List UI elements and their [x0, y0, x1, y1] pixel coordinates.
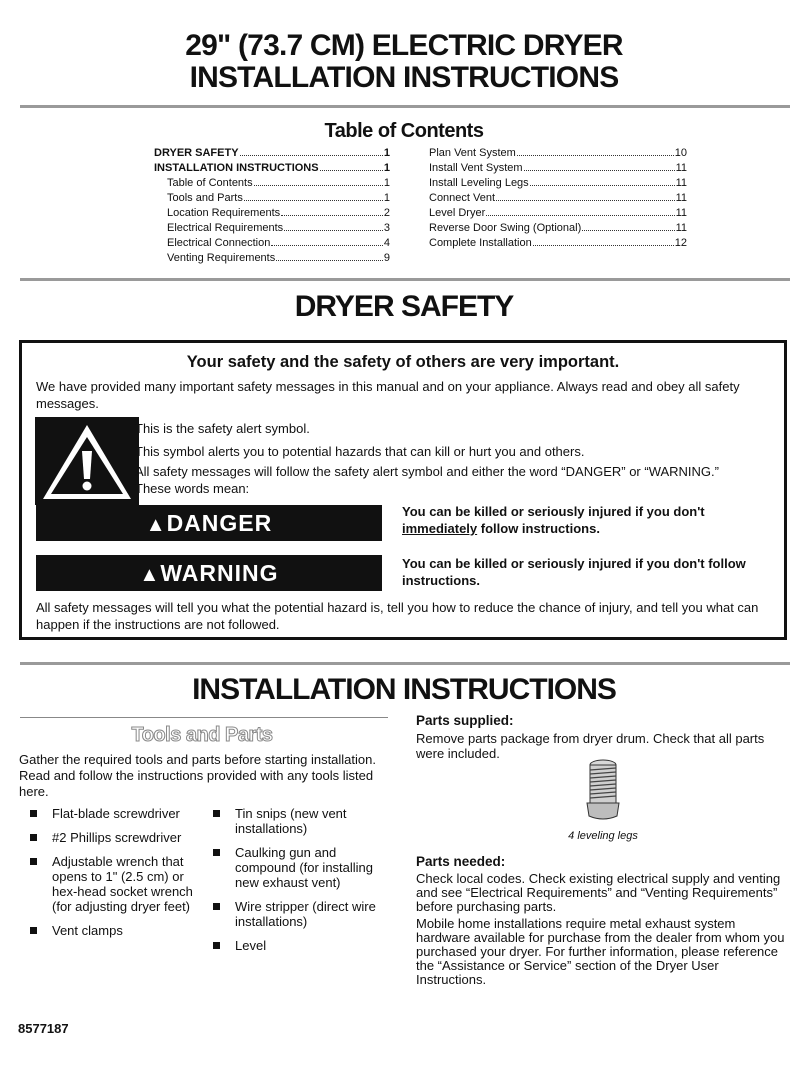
tools-and-parts-heading: Tools and Parts — [131, 724, 273, 746]
installation-heading: INSTALLATION INSTRUCTIONS — [192, 673, 616, 706]
list-item: Vent clamps — [30, 923, 202, 938]
list-item: Caulking gun and compound (for installing new exhaust vent) — [213, 845, 393, 890]
document-title-line1: 29" (73.7 CM) ELECTRIC DRYER — [185, 29, 623, 62]
divider — [20, 717, 388, 718]
dryer-safety-heading: DRYER SAFETY — [294, 290, 514, 323]
list-item: Adjustable wrench that opens to 1" (2.5 cm) or hex-head socket wrench (for adjusting dryer feet) — [30, 854, 202, 914]
divider — [20, 278, 790, 281]
toc-entry[interactable]: DRYER SAFETY 1 — [154, 147, 390, 159]
toc-entry[interactable]: Venting Requirements 9 — [167, 252, 390, 264]
safety-intro: We have provided many important safety messages in this manual and on your appliance. Always read and obey all safety messages. — [36, 379, 740, 411]
symbol-text-1: This is the safety alert symbol. — [135, 421, 310, 436]
divider — [20, 105, 790, 108]
toc-entry[interactable]: Connect Vent 11 — [429, 192, 687, 204]
safety-alert-symbol-icon — [35, 417, 139, 505]
toc-left-column — [154, 146, 390, 266]
warning-triangle-icon: ▲ — [145, 514, 167, 536]
toc-right-column — [429, 146, 687, 251]
part-number: 8577187 — [18, 1021, 69, 1036]
warning-text: You can be killed or seriously injured if you don't follow instructions. — [402, 556, 746, 588]
tools-intro: Gather the required tools and parts before starting installation. Read and follow the instructions provided with any tools listed here. — [19, 752, 376, 799]
leg-caption: 4 leveling legs — [568, 830, 638, 842]
symbol-text-3: All safety messages will follow the safety alert symbol and either the word “DANGER” or “WARNING.” These words mean: — [135, 464, 719, 496]
leveling-leg-icon — [583, 758, 623, 824]
toc-entry[interactable]: Reverse Door Swing (Optional) 11 — [429, 222, 687, 234]
list-item: Wire stripper (direct wire installations) — [213, 899, 393, 929]
parts-supplied-text: Remove parts package from dryer drum. Check that all parts were included. — [416, 731, 765, 761]
parts-needed-text-2: Mobile home installations require metal exhaust system hardware available for purchase from the dealer from whom you purchased your dryer. For further information, please reference the “Assistance or Service” section of the Dryer User Instructions. — [416, 916, 785, 987]
list-item: #2 Phillips screwdriver — [30, 830, 202, 845]
list-item: Level — [213, 938, 393, 953]
toc-entry[interactable]: Plan Vent System 10 — [429, 147, 687, 159]
toc-entry[interactable]: Tools and Parts 1 — [167, 192, 390, 204]
warning-label: WARNING — [160, 560, 279, 586]
toc-entry[interactable]: Complete Installation 12 — [429, 237, 687, 249]
toc-entry[interactable]: Install Leveling Legs 11 — [429, 177, 687, 189]
parts-needed-heading: Parts needed: — [416, 854, 506, 869]
danger-text: You can be killed or seriously injured if you don't immediately follow instructions. — [402, 504, 705, 536]
danger-label: DANGER — [166, 510, 273, 536]
list-item: Flat-blade screwdriver — [30, 806, 202, 821]
document-title-line2: INSTALLATION INSTRUCTIONS — [189, 61, 619, 94]
danger-banner — [36, 505, 382, 541]
toc-entry[interactable]: Electrical Connection 4 — [167, 237, 390, 249]
toc-entry[interactable]: Install Vent System 11 — [429, 162, 687, 174]
safety-box — [19, 340, 787, 640]
parts-needed-text-1: Check local codes. Check existing electrical supply and venting and see “Electrical Requirements” and “Venting Requirements” before purchasing parts. — [416, 871, 781, 914]
warning-triangle-icon: ▲ — [139, 564, 161, 586]
toc-entry[interactable]: Electrical Requirements 3 — [167, 222, 390, 234]
list-item: Tin snips (new vent installations) — [213, 806, 393, 836]
toc-entry[interactable]: INSTALLATION INSTRUCTIONS 1 — [154, 162, 390, 174]
warning-banner — [36, 555, 382, 591]
safety-box-heading: Your safety and the safety of others are very important. — [186, 353, 620, 371]
safety-footer: All safety messages will tell you what the potential hazard is, tell you how to reduce the chance of injury, and tell you what can happen if the instructions are not followed. — [36, 600, 759, 632]
divider — [20, 662, 790, 665]
toc-entry[interactable]: Location Requirements 2 — [167, 207, 390, 219]
toc-entry[interactable]: Level Dryer 11 — [429, 207, 687, 219]
toc-entry[interactable]: Table of Contents 1 — [167, 177, 390, 189]
toc-title: Table of Contents — [324, 120, 484, 142]
tools-list-col2 — [213, 806, 393, 962]
tools-list-col1 — [30, 806, 202, 947]
parts-supplied-heading: Parts supplied: — [416, 713, 514, 728]
symbol-text-2: This symbol alerts you to potential hazards that can kill or hurt you and others. — [135, 444, 585, 459]
